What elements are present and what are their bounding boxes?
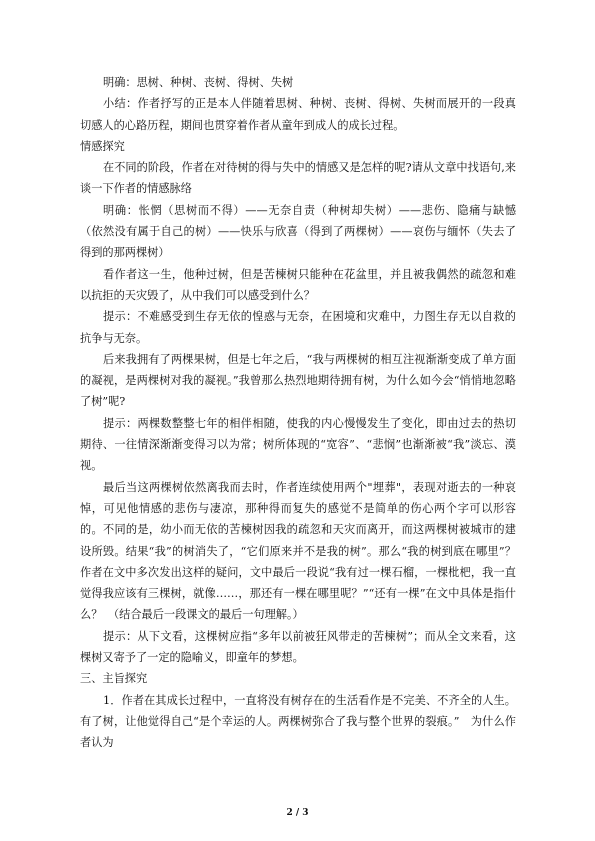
paragraph: 明确：怅惘（思树而不得）——无奈自责（种树却失树）——悲伤、隐痛与缺憾（依然没有属于自己的树）——快乐与欣喜（得到了两棵树）——哀伤与缅怀（失去了得到的那两棵树）: [80, 203, 516, 260]
paragraph: 明确：思树、种树、丧树、得树、失树: [103, 76, 294, 89]
paragraph: 看作者这一生，他种过树，但是苦楝树只能种在花盆里，并且被我偶然的疏忽和难以抗拒的天灾毁了，从中我们可以感受到什么？: [80, 267, 516, 302]
paragraph: 提示：从下文看，这棵树应指“多年以前被狂风带走的苦楝树”；而从全文来看，这棵树又寄予了一定的隐喻义，即童年的梦想。: [80, 629, 516, 665]
paragraph: 后来我拥有了两棵果树，但是七年之后，“我与两棵树的相互注视渐渐变成了单方面的凝视，是两棵树对我的凝视。”我曾那么热烈地期待拥有树，为什么如今会“悄悄地忽略了树”呢?: [80, 352, 516, 409]
paragraph: 1．作者在其成长过程中，一直将没有树存在的生活看作是不完美、不齐全的人生。有了树，让他觉得自己“是个幸运的人。两棵树弥合了我与整个世界的裂痕。” 为什么作者认为: [80, 693, 516, 750]
section-heading: 情感探究: [80, 139, 125, 153]
paragraph: 提示：两棵数整整七年的相伴相随，使我的内心慢慢发生了变化，即由过去的热切期待、一往情深渐渐变得习以为常；树所体现的“宽容”、“悲悯”也渐渐被“我”淡忘、漠视。: [80, 416, 516, 473]
paragraph: 提示：不难感受到生存无依的惶惑与无奈，在困境和灾难中，力图生存无以自救的抗争与无奈。: [80, 310, 516, 345]
section-heading: 三、主旨探究: [80, 672, 148, 686]
document-body: [80, 72, 528, 754]
paragraph: 最后当这两棵树依然离我而去时，作者连续使用两个"埋葬"，表现对逝去的一种哀悼，可见他情感的悲伤与凄凉，那种得而复失的感觉不是简单的伤心两个字可以形容的。不同的是，幼小而无依的苦楝树因我的疏忽和天灾而离开，而这两棵树被城市的建设所毁。结果“我”的树消失了，“它们原来并不是我的树”。那么“我的树到底在哪里”？ 作者在文中多次发出这样的疑问，文中最后一段说“我有过一棵石榴，一棵枇杷，我一直觉得我应该有三棵树，就像……，那还有一棵在哪里呢？”“还有一棵”在文中具体是指什么？ （结合最后一段课文的最后一句理解。）: [80, 480, 528, 622]
paragraph: 在不同的阶段，作者在对待树的得与失中的情感又是怎样的呢?请从文章中找语句,来谈一下作者的情感脉络: [80, 161, 516, 196]
paragraph: 小结：作者抒写的正是本人伴随着思树、种树、丧树、得树、失树而展开的一段真切感人的心路历程，期间也贯穿着作者从童年到成人的成长过程。: [80, 97, 516, 132]
page-number: 2 / 3: [286, 808, 309, 818]
